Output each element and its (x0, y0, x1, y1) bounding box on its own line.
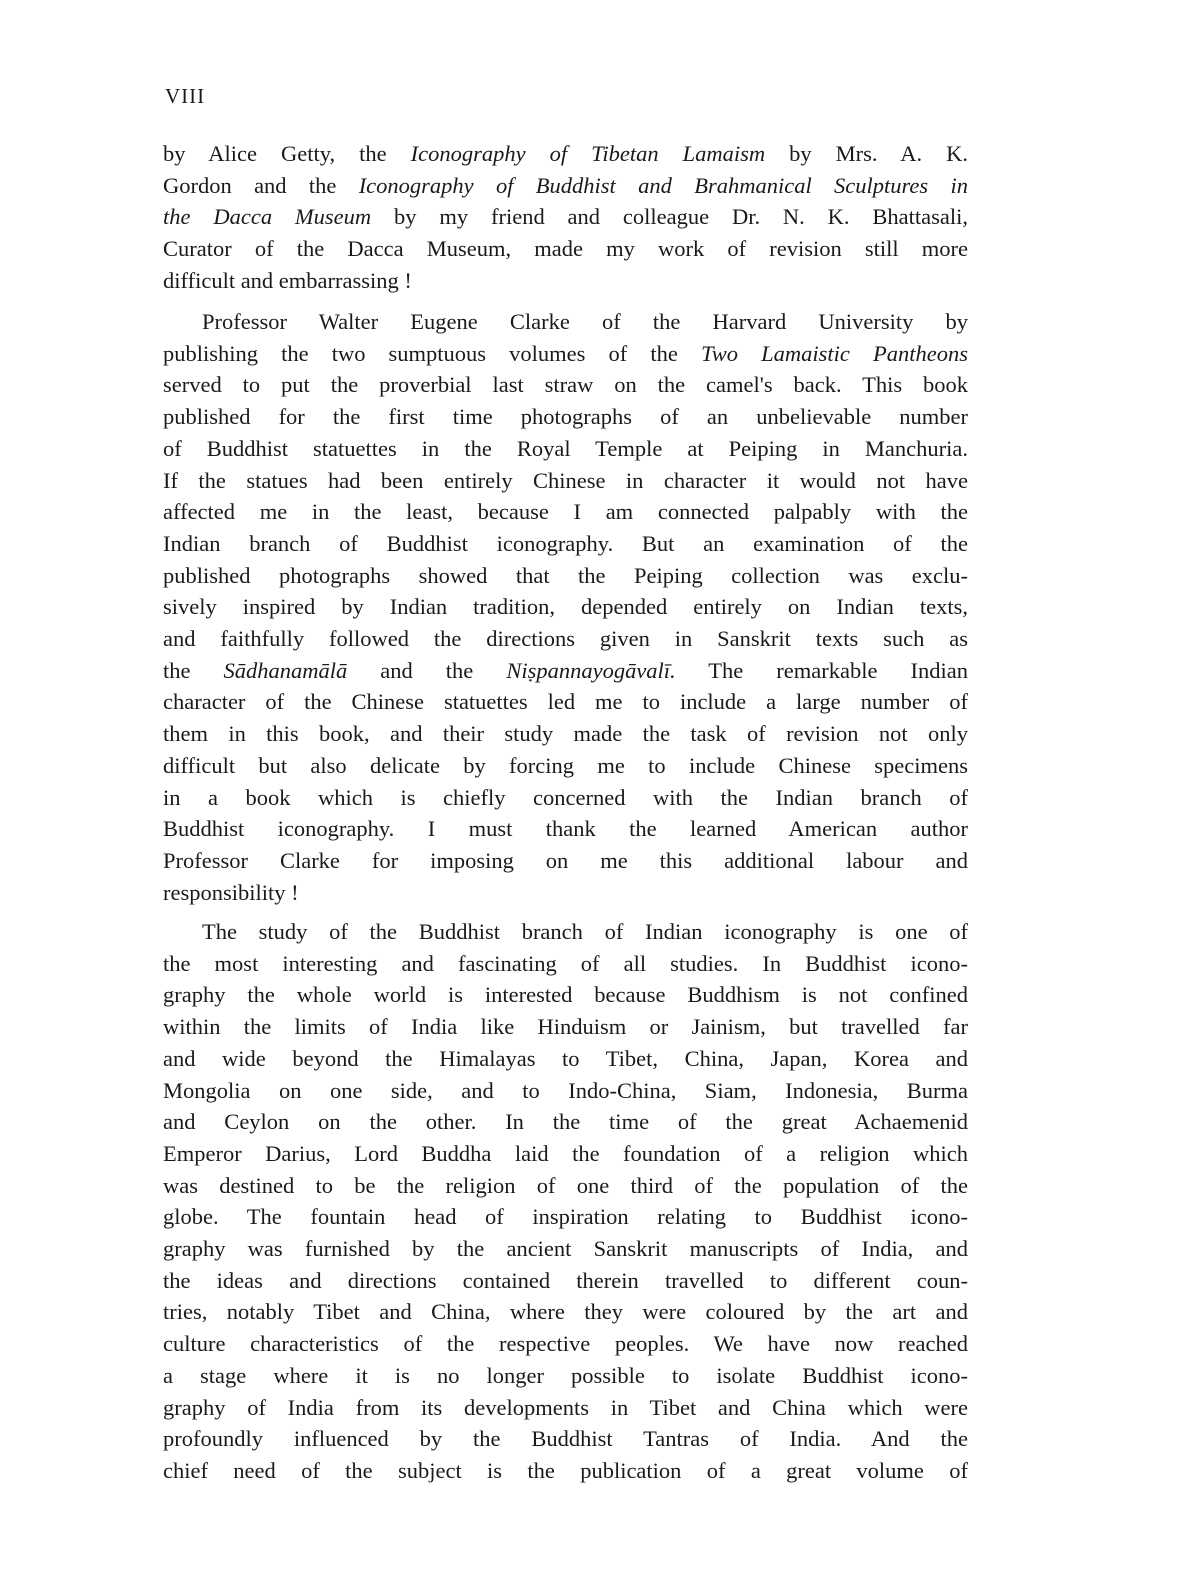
text-line (202, 307, 968, 337)
text-line (163, 719, 968, 749)
text-segment: Gordon and the (163, 172, 359, 198)
text-segment: Curator of the Dacca Museum, made my work of revision still more (163, 236, 968, 262)
text-line (163, 1139, 968, 1169)
text-segment: served to put the proverbial last straw on the camel's back. This book (163, 372, 968, 398)
text-segment: graphy was furnished by the ancient Sanskrit manuscripts of India, and (163, 1236, 968, 1261)
text-line (163, 1456, 968, 1486)
text-line (163, 980, 968, 1010)
text-line (163, 1202, 968, 1232)
italic-title: Sādhanamālā (223, 657, 348, 683)
text-segment: profoundly influenced by the Buddhist Tantras of India. And the (163, 1426, 968, 1452)
text-line (163, 1107, 968, 1137)
text-segment: the ideas and directions contained therein travelled to different coun- (163, 1267, 968, 1293)
text-segment: responsibility ! (163, 879, 299, 905)
text-segment: by Alice Getty, the (163, 141, 411, 166)
italic-title: Iconography of Tibetan Lamaism (410, 141, 766, 166)
text-segment: If the statues had been entirely Chinese in character it would not have (163, 467, 968, 493)
text-line (163, 878, 968, 908)
text-line (163, 1393, 968, 1423)
text-segment: and faithfully followed the directions given in Sanskrit texts such as (163, 626, 968, 651)
text-segment: The study of the Buddhist branch of Indian iconography is one of (202, 919, 968, 944)
text-line (163, 171, 968, 201)
text-segment: difficult but also delicate by forcing me to include Chinese specimens (163, 752, 968, 778)
text-line (163, 529, 968, 559)
text-segment: Professor Clarke for imposing on me this additional labour and (163, 847, 968, 873)
text-segment: a stage where it is no longer possible to isolate Buddhist icono- (163, 1362, 968, 1388)
text-segment: chief need of the subject is the publication of a great volume of (163, 1457, 968, 1483)
text-segment: by Mrs. A. K. (765, 141, 968, 166)
italic-title: Niṣpannayogāvalī. (506, 657, 676, 683)
text-line (163, 434, 968, 464)
text-segment: Professor Walter Eugene Clarke of the Harvard University by (202, 309, 968, 334)
text-segment: within the limits of India like Hinduism or Jainism, but travelled far (163, 1014, 968, 1040)
text-segment: of Buddhist statuettes in the Royal Temple at Peiping in Manchuria. (163, 435, 968, 461)
text-segment: culture characteristics of the respective peoples. We have now reached (163, 1331, 968, 1357)
text-line (163, 339, 968, 369)
text-line (163, 561, 968, 591)
text-segment: in a book which is chiefly concerned with the Indian branch of (163, 784, 968, 810)
text-line (163, 1012, 968, 1042)
text-line (163, 466, 968, 496)
text-segment: and wide beyond the Himalayas to Tibet, China, Japan, Korea and (163, 1045, 968, 1071)
text-line (163, 846, 968, 876)
page-number: VIII (165, 84, 206, 108)
text-segment: publishing the two sumptuous volumes of the (163, 340, 701, 366)
text-line (163, 814, 968, 844)
text-line (163, 139, 968, 169)
text-segment: by my friend and colleague Dr. N. K. Bhattasali, (371, 204, 968, 230)
text-line (163, 266, 968, 296)
text-segment: published photographs showed that the Peiping collection was exclu- (163, 562, 968, 588)
text-segment: globe. The fountain head of inspiration relating to Buddhist icono- (163, 1204, 968, 1230)
text-line (163, 497, 968, 527)
text-line (163, 1297, 968, 1327)
text-segment: Emperor Darius, Lord Buddha laid the foundation of a religion which (163, 1140, 968, 1166)
text-line (163, 624, 968, 654)
text-line (163, 1329, 968, 1359)
text-segment: graphy the whole world is interested because Buddhism is not confined (163, 982, 968, 1008)
text-segment: published for the first time photographs of an unbelievable number (163, 404, 968, 430)
text-segment: affected me in the least, because I am connected palpably with the (163, 499, 968, 525)
italic-title: Two Lamaistic Pantheons (700, 340, 968, 366)
text-segment: and Ceylon on the other. In the time of the great Achaemenid (163, 1109, 968, 1135)
text-line (163, 751, 968, 781)
text-line (202, 917, 968, 947)
text-line (163, 1266, 968, 1296)
text-segment: Buddhist iconography. I must thank the learned American author (163, 816, 968, 842)
text-line (163, 1361, 968, 1391)
text-line (163, 402, 968, 432)
text-segment: The remarkable Indian (675, 657, 968, 683)
text-line (163, 592, 968, 622)
text-line (163, 202, 968, 232)
text-line (163, 234, 968, 264)
text-segment: sively inspired by Indian tradition, depended entirely on Indian texts, (163, 594, 968, 620)
text-line (163, 1234, 968, 1264)
text-line (163, 370, 968, 400)
text-segment: the most interesting and fascinating of all studies. In Buddhist icono- (163, 950, 968, 976)
text-segment: difficult and embarrassing ! (163, 267, 412, 293)
italic-title: Iconography of Buddhist and Brahmanical Sculptures in (358, 172, 968, 198)
text-line (163, 783, 968, 813)
text-segment: them in this book, and their study made the task of revision not only (163, 721, 968, 747)
text-segment: the (163, 657, 224, 683)
text-line (163, 1076, 968, 1106)
text-line (163, 687, 968, 717)
text-segment: and the (347, 657, 507, 683)
text-segment: Indian branch of Buddhist iconography. But an examination of the (163, 530, 968, 556)
text-segment: was destined to be the religion of one third of the population of the (163, 1172, 968, 1198)
text-line (163, 1171, 968, 1201)
text-segment: Mongolia on one side, and to Indo-China, Siam, Indonesia, Burma (163, 1077, 968, 1103)
text-segment: tries, notably Tibet and China, where they were coloured by the art and (163, 1299, 968, 1325)
text-line (163, 1044, 968, 1074)
text-line (163, 949, 968, 979)
italic-title: the Dacca Museum (163, 204, 372, 230)
text-segment: graphy of India from its developments in Tibet and China which were (163, 1394, 968, 1420)
text-segment: character of the Chinese statuettes led me to include a large number of (163, 689, 968, 715)
text-line (163, 1424, 968, 1454)
text-line (163, 656, 968, 686)
